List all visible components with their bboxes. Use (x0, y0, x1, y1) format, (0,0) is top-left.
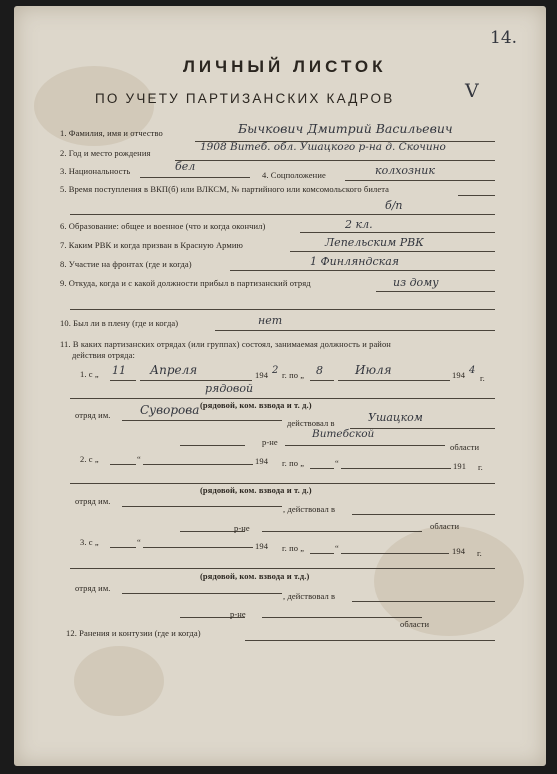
document-sheet (14, 6, 546, 766)
p1-month-to-line (338, 380, 450, 381)
check-mark: V (465, 80, 479, 102)
p2-position-line (70, 483, 495, 484)
item5-label: 5. Время поступления в ВКП(б) или ВЛКСМ, № партийного или комсомольского билета (60, 184, 390, 194)
p2-q1: “ (137, 454, 141, 464)
p3-year-b: 194 (452, 546, 466, 556)
p1-day-to-line (310, 380, 334, 381)
p1-year-from-prefix: 194 (255, 370, 269, 380)
p1-rne: р-не (262, 437, 278, 447)
item1-label: 1. Фамилия, имя и отчество (60, 128, 163, 138)
p1-month-from-line (140, 380, 252, 381)
page-title: ЛИЧНЫЙ ЛИСТОК (183, 57, 387, 76)
p2-year-b: 191 (453, 461, 467, 471)
p1-year-to-digit: 4 (469, 365, 476, 376)
p3-oblasti: области (400, 619, 430, 629)
item8-label: 8. Участие на фронтах (где и когда) (60, 259, 192, 269)
p1-otryad: Суворова (140, 403, 200, 417)
p2-year-a: 194 (255, 456, 269, 466)
item8-line (230, 270, 495, 271)
p1-position: рядовой (205, 382, 254, 395)
item10-line (215, 330, 495, 331)
paper-stain (74, 646, 164, 716)
p1-month-from: Апреля (150, 363, 198, 377)
p1-g-end: г. (480, 373, 485, 383)
p3-deystvoval: , действовал в (283, 591, 336, 601)
item3-label: 3. Национальность (60, 166, 131, 176)
p3-q2: “ (335, 543, 339, 553)
p3-caption: (рядовой, ком. взвода и т.д.) (200, 571, 310, 581)
item6-value: 2 кл. (345, 218, 373, 231)
p1-day-to: 8 (316, 364, 323, 377)
p3-otryad-line (122, 593, 282, 594)
p1-month-to: Июля (355, 363, 392, 377)
item12-line (245, 640, 495, 641)
p2-otryad-line (122, 506, 282, 507)
item5-line-b (70, 214, 495, 215)
p1-day-from-line (110, 380, 136, 381)
p2-g-end: г. (478, 462, 483, 472)
item2-value: 1908 Витеб. обл. Ушацкого р-на д. Скочино (200, 141, 446, 153)
item11-label-line1: 11. В каких партизанских отрядах (или группах) состоял, занимаемая должность и район (60, 339, 391, 349)
p3-day-from-line (110, 547, 136, 548)
p2-oblast-line (262, 531, 422, 532)
item1-value: Бычкович Дмитрий Васильевич (238, 121, 453, 136)
item9-label: 9. Откуда, когда и с какой должности прибыл в партизанский отряд (60, 278, 311, 288)
p1-position-line (70, 398, 495, 399)
p3-g-end: г. (477, 548, 482, 558)
p1-year-to-prefix: 194 (452, 370, 466, 380)
p2-otryad-label: отряд им. (75, 496, 111, 506)
item4-label: 4. Соцположение (262, 170, 326, 180)
p2-g-po: г. по „ (282, 458, 305, 468)
p3-month-from-line (143, 547, 253, 548)
item9-value: из дому (393, 276, 439, 289)
p3-g-po: г. по „ (282, 543, 305, 553)
item6-label: 6. Образование: общее и военное (что и когда окончил) (60, 221, 266, 231)
p3-position-line (70, 568, 495, 569)
item5-line-a (458, 195, 495, 196)
p1-s: 1. с „ (80, 369, 99, 379)
p1-otryad-line (122, 420, 282, 421)
p2-district-line (352, 514, 495, 515)
item10-label: 10. Был ли в плену (где и когда) (60, 318, 179, 328)
item7-line (290, 251, 495, 252)
item4-line (345, 180, 495, 181)
p2-oblasti: области (430, 521, 460, 531)
p1-otryad-label: отряд им. (75, 410, 111, 420)
item2-line (175, 160, 495, 161)
p3-district-line (352, 601, 495, 602)
item8-value: 1 Финляндская (310, 255, 400, 268)
p2-day-from-line (110, 464, 136, 465)
item9-line-a (376, 291, 495, 292)
p3-day-to-line (310, 553, 334, 554)
p2-rne: р-не (234, 523, 250, 533)
p3-otryad-label: отряд им. (75, 583, 111, 593)
p2-q2: “ (335, 458, 339, 468)
item6-line (300, 232, 495, 233)
item9-line-b (70, 309, 495, 310)
p1-caption: (рядовой, ком. взвода и т. д.) (200, 400, 312, 410)
p3-s: 3. с „ (80, 537, 99, 547)
item5-value: б/п (385, 199, 403, 212)
item11-label-line2: действия отряда: (72, 350, 135, 360)
item10-value: нет (258, 314, 283, 327)
p2-caption: (рядовой, ком. взвода и т. д.) (200, 485, 312, 495)
item2-label: 2. Год и место рождения (60, 148, 151, 158)
p2-month-to-line (341, 468, 451, 469)
p1-day-from: 11 (112, 364, 126, 377)
p2-day-to-line (310, 468, 334, 469)
p3-month-to-line (341, 553, 449, 554)
p1-district: Ушацком (368, 411, 423, 424)
item3-line (140, 177, 250, 178)
item12-label: 12. Ранения и контузии (где и когда) (66, 628, 201, 638)
p2-s: 2. с „ (80, 454, 99, 464)
p3-q1: “ (137, 537, 141, 547)
p1-rne-line (180, 445, 245, 446)
p2-month-from-line (143, 464, 253, 465)
item7-label: 7. Каким РВК и когда призван в Красную Армию (60, 240, 243, 250)
item3-value: бел (175, 160, 196, 173)
paper-stain (374, 526, 524, 636)
item7-value: Лепельским РВК (325, 236, 424, 249)
p3-year-a: 194 (255, 541, 269, 551)
p1-year-from-digit: 2 (272, 365, 279, 376)
corner-number: 14. (490, 28, 518, 48)
p2-deystvoval: , действовал в (283, 504, 336, 514)
item4-value: колхозник (375, 164, 435, 177)
p1-oblast-line (285, 445, 445, 446)
p3-oblast-line (262, 617, 422, 618)
p3-rne: р-не (230, 609, 246, 619)
p1-g-po: г. по „ (282, 370, 305, 380)
p1-deystvoval: действовал в (287, 418, 335, 428)
p1-oblast: Витебской (312, 428, 375, 440)
p1-oblasti: области (450, 442, 480, 452)
page-subtitle: ПО УЧЕТУ ПАРТИЗАНСКИХ КАДРОВ (95, 91, 395, 106)
